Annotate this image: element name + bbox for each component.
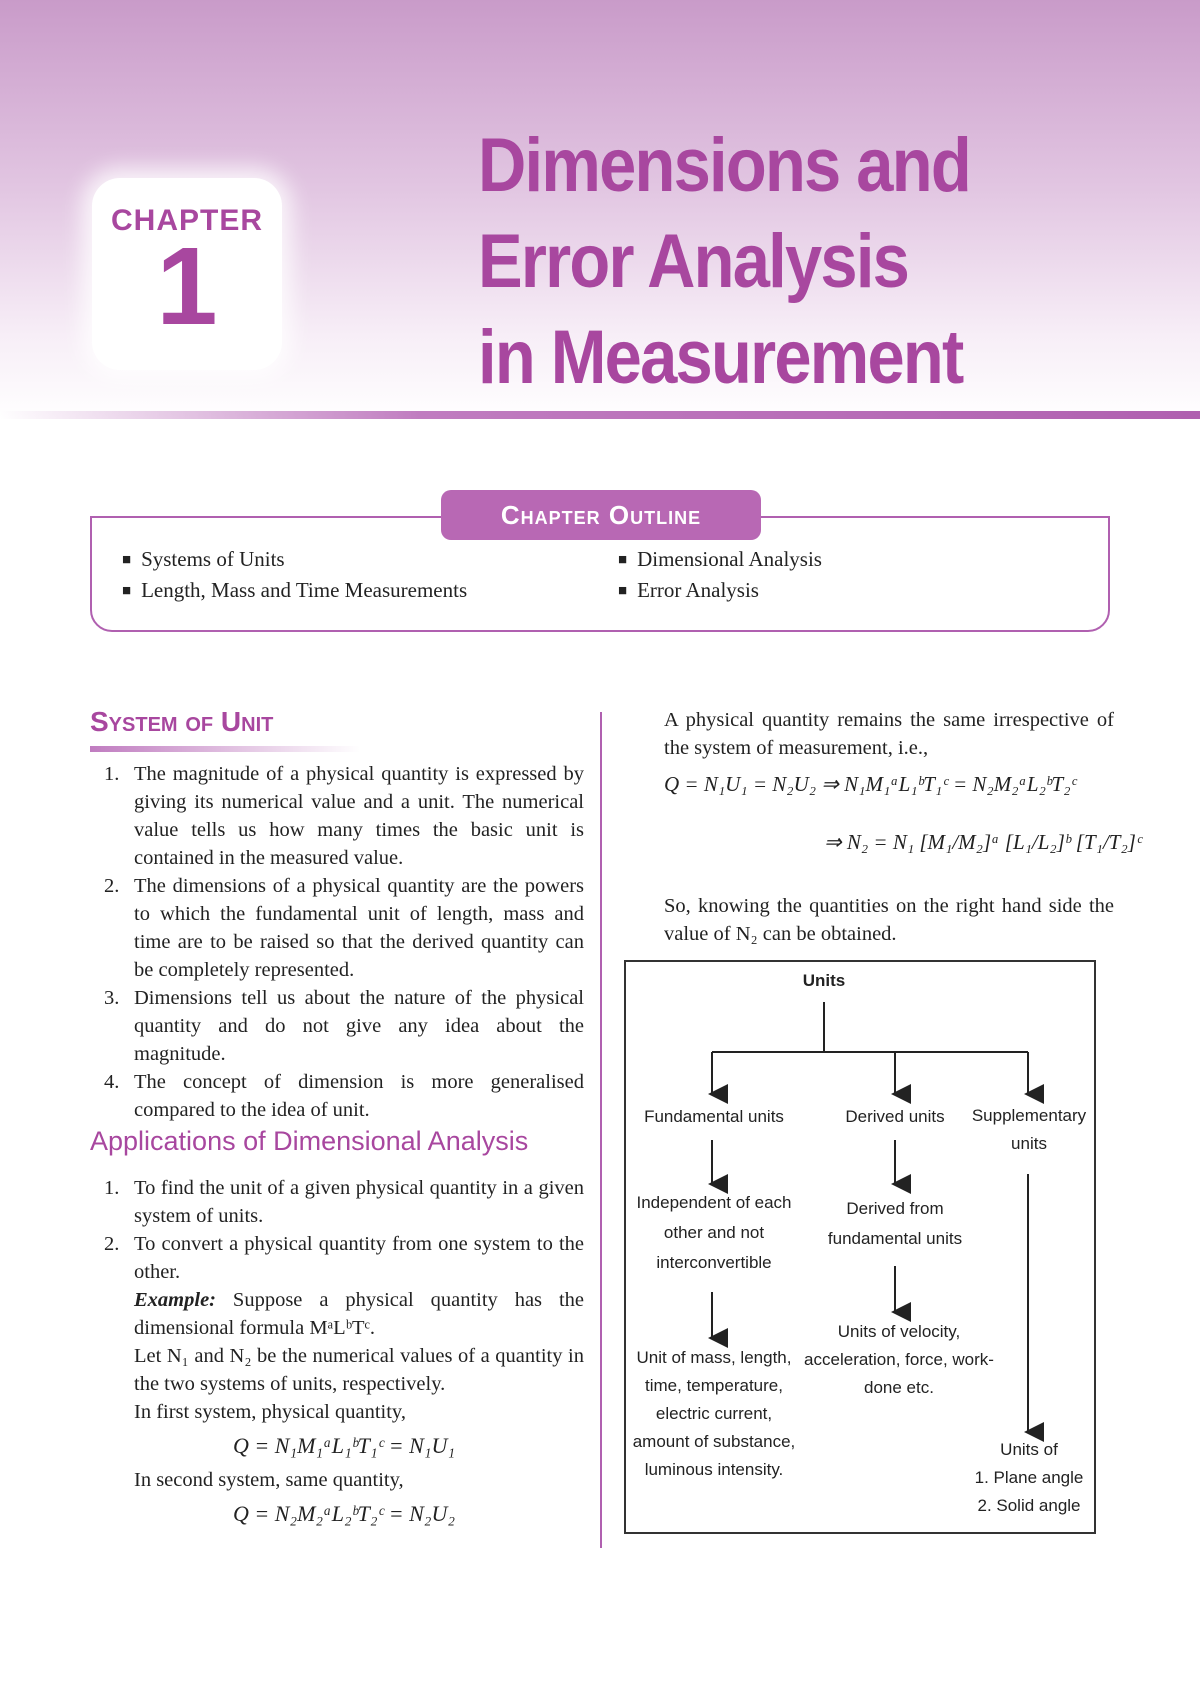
section-heading-underline: [90, 746, 360, 752]
outline-item: ■ Dimensional Analysis: [618, 545, 822, 576]
list-item: 3. Dimensions tell us about the nature of the physical quantity and do not give any idea about the magnitude.: [104, 987, 584, 1065]
flow-supplementary-example: 1. Plane angle: [974, 1468, 1084, 1487]
section-heading-system-of-unit: System of Unit: [90, 706, 274, 737]
applications-list: [104, 1174, 584, 1534]
formula-second-system: Q = N₂M₂ᵃL₂ᵇT₂ᶜ = N₂U₂: [233, 1501, 455, 1526]
flow-supplementary-example: 2. Solid angle: [977, 1496, 1081, 1515]
list-item-text: To find the unit of a given physical quantity in a given system of units.: [134, 1177, 584, 1227]
list-item-text: The concept of dimension is more generalised compared to the idea of unit.: [134, 1071, 584, 1121]
header-divider: [0, 411, 1200, 419]
chapter-title-line: Dimensions and: [478, 123, 970, 208]
chapter-label: CHAPTER: [110, 204, 263, 237]
units-flowchart: [624, 960, 1096, 1534]
invariance-paragraph: A physical quantity remains the same irrespective of the system of measurement, i.e.,: [664, 709, 1114, 759]
first-system-text: In first system, physical quantity,: [134, 1401, 406, 1423]
equation-conversion: ⇒ N₂ = N₁ [M₁/M₂]ᵃ [L₁/L₂]ᵇ [T₁/T₂]ᶜ: [824, 830, 1142, 854]
flow-derived-examples: Units of velocity, acceleration, force, work-done etc.: [804, 1322, 994, 1397]
list-item: 1. To find the unit of a given physical quantity in a given system of units.: [104, 1177, 584, 1227]
example-paragraph: [104, 1286, 584, 1342]
flow-supplementary-examples-title: Units of: [1000, 1440, 1058, 1459]
chapter-title: [478, 118, 1094, 406]
flow-derived-description: Derived from fundamental units: [827, 1199, 963, 1248]
flow-supplementary-examples: [962, 1436, 1096, 1520]
flow-node-supplementary-units: Supplementary units: [971, 1106, 1087, 1153]
example-label: Example:: [134, 1289, 216, 1311]
system-of-unit-list: [104, 760, 584, 1124]
list-item: 4. The concept of dimension is more generalised compared to the idea of unit.: [104, 1071, 584, 1121]
flow-fundamental-examples: Unit of mass, length, time, temperature, electric current, amount of substance, luminous intensity.: [632, 1348, 796, 1479]
outline-left-column: [122, 545, 467, 607]
list-item: 2. The dimensions of a physical quantity are the powers to which the fundamental unit of length, mass and time are to be raised so that the derived quantity can be completely represented.: [104, 875, 584, 981]
list-item: 1. The magnitude of a physical quantity is expressed by giving its numerical value and a unit. The numerical value tells us how many times the basic unit is contained in the measured value.: [104, 763, 584, 869]
second-system-text: In second system, same quantity,: [134, 1469, 404, 1491]
list-item-text: Dimensions tell us about the nature of the physical quantity and do not give any idea about the magnitude.: [134, 987, 584, 1065]
chapter-outline-title: Chapter Outline: [441, 490, 761, 540]
flow-fundamental-description: Independent of each other and not interconvertible: [636, 1193, 792, 1272]
example-text: Suppose a physical quantity has the dimensional formula MᵃLᵇTᶜ.: [134, 1289, 584, 1339]
outline-item: ■ Systems of Units: [122, 545, 467, 576]
flow-node-derived-units: Derived units: [845, 1107, 945, 1126]
equation-equality: Q = N₁U₁ = N₂U₂ ⇒ N₁M₁ᵃL₁ᵇT₁ᶜ = N₂M₂ᵃL₂ᵇT₂ᶜ: [664, 772, 1077, 796]
let-paragraph: Let N₁ and N₂ be the numerical values of a quantity in the two systems of units, respectively.: [134, 1345, 584, 1395]
flow-node-fundamental-units: Fundamental units: [644, 1107, 784, 1126]
chapter-badge: [92, 178, 282, 370]
chapter-number: 1: [156, 225, 218, 348]
list-item: 2. To convert a physical quantity from one system to the other.: [104, 1233, 584, 1283]
section-heading-applications: Applications of Dimensional Analysis: [90, 1126, 529, 1156]
chapter-title-line: in Measurement: [478, 315, 963, 400]
list-item-text: The dimensions of a physical quantity are the powers to which the fundamental unit of length, mass and time are to be raised so that the derived quantity can be completely represented.: [134, 875, 584, 981]
outline-item: ■ Error Analysis: [618, 576, 822, 607]
formula-first-system: Q = N₁M₁ᵃL₁ᵇT₁ᶜ = N₁U₁: [233, 1433, 455, 1458]
conclusion-paragraph: So, knowing the quantities on the right hand side the value of N₂ can be obtained.: [664, 895, 1114, 945]
outline-item: ■ Length, Mass and Time Measurements: [122, 576, 467, 607]
outline-right-column: [618, 545, 822, 607]
column-divider: [600, 712, 602, 1548]
chapter-title-line: Error Analysis: [478, 219, 909, 304]
list-item-text: The magnitude of a physical quantity is expressed by giving its numerical value and a unit. The numerical value tells us how many times the basic unit is contained in the measured value.: [134, 763, 584, 869]
list-item-text: To convert a physical quantity from one system to the other.: [134, 1233, 584, 1283]
flow-node-units: Units: [802, 971, 846, 990]
